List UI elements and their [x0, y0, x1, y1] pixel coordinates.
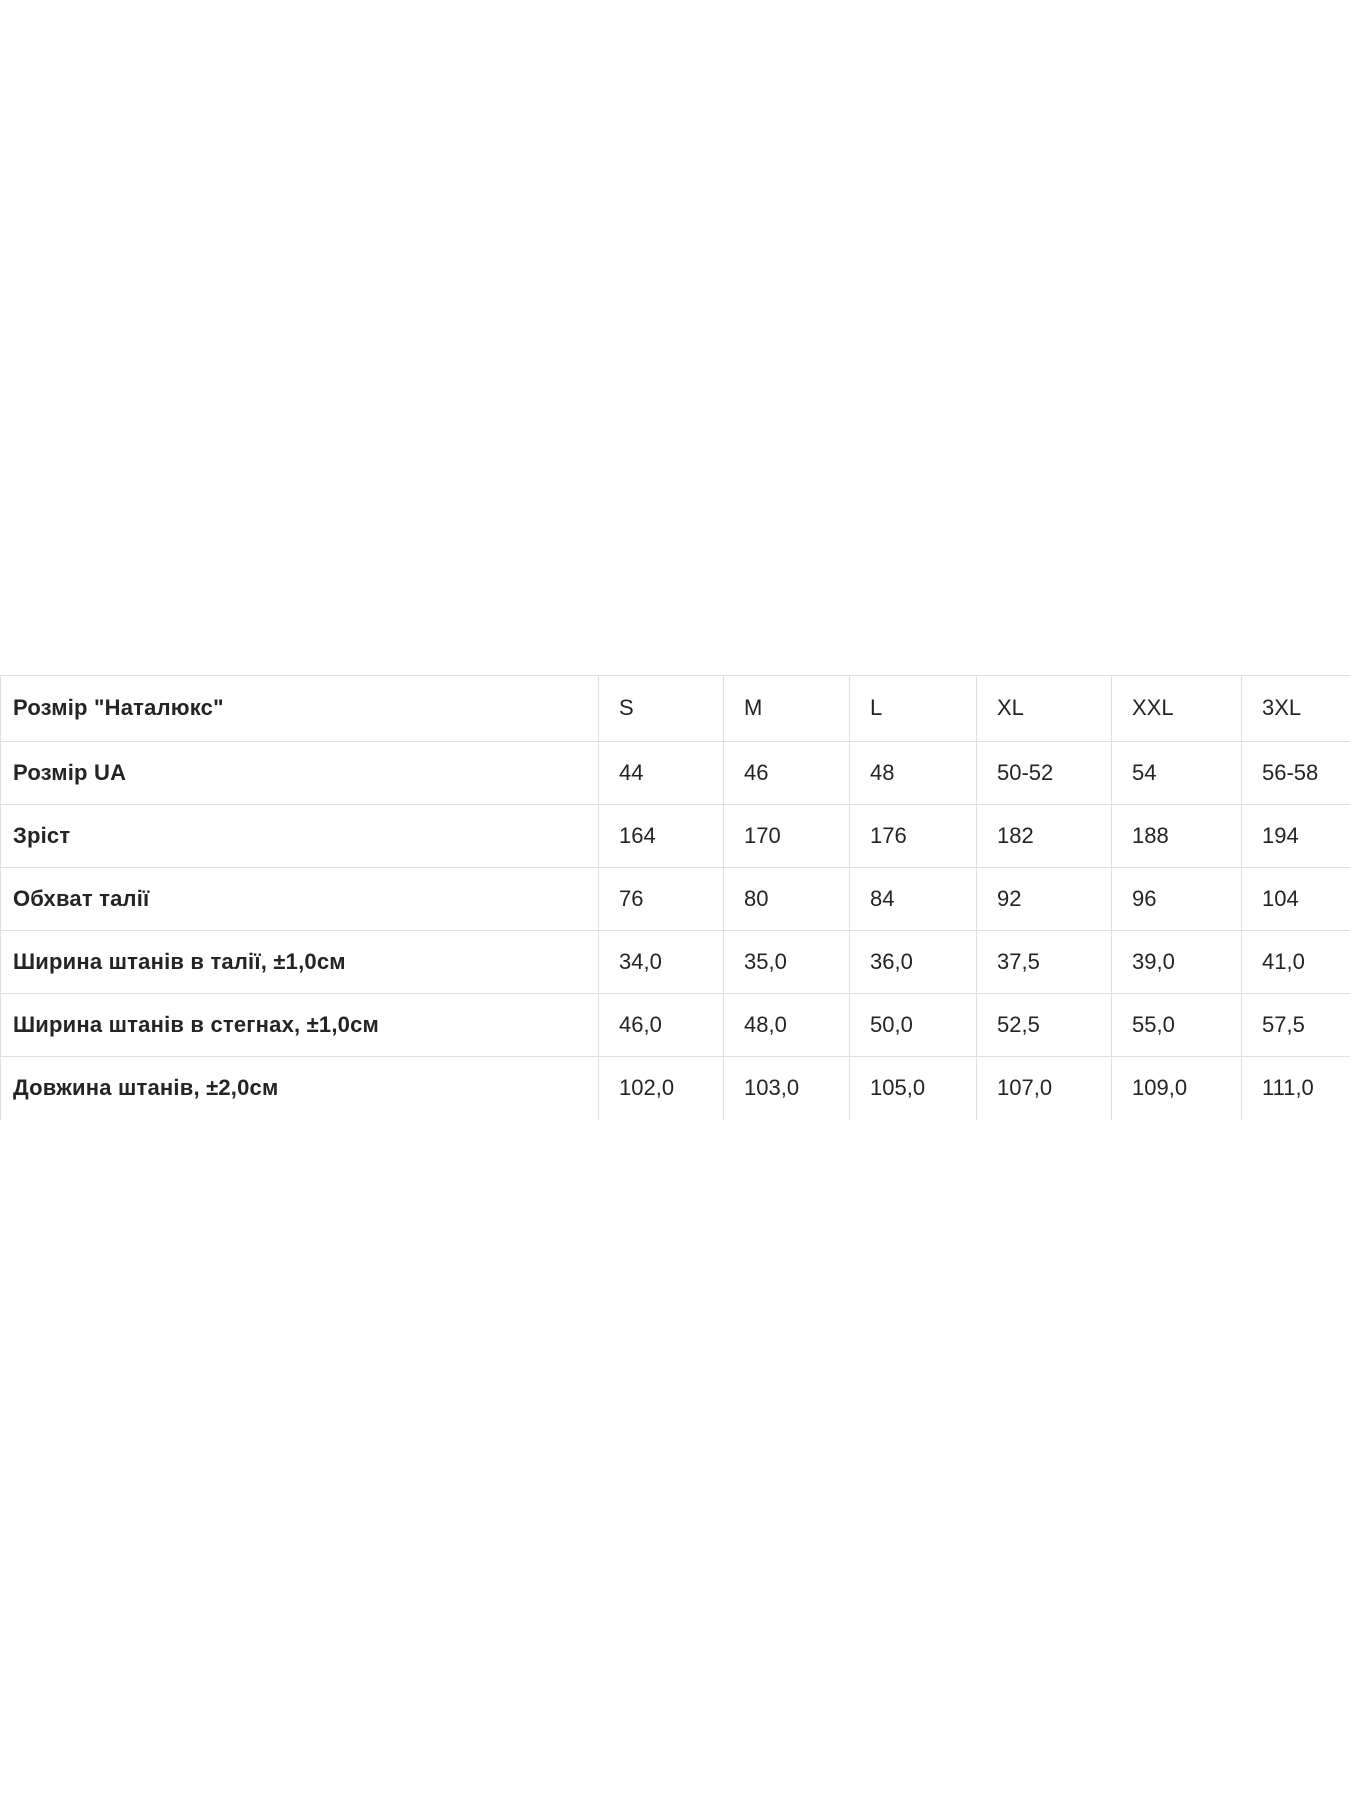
value-cell: 194: [1242, 805, 1350, 868]
value-cell: 39,0: [1112, 931, 1242, 994]
column-header-xxl: XXL: [1112, 676, 1242, 742]
value-cell: 102,0: [599, 1057, 724, 1120]
value-cell: 111,0: [1242, 1057, 1350, 1120]
value-cell: 52,5: [977, 994, 1112, 1057]
row-label: Ширина штанів в талії, ±1,0см: [1, 931, 599, 994]
value-cell: 46,0: [599, 994, 724, 1057]
value-cell: 170: [724, 805, 850, 868]
column-header-xl: XL: [977, 676, 1112, 742]
column-header-l: L: [850, 676, 977, 742]
value-cell: 92: [977, 868, 1112, 931]
column-header-m: M: [724, 676, 850, 742]
header-row: [1, 676, 1350, 742]
value-cell: 105,0: [850, 1057, 977, 1120]
value-cell: 104: [1242, 868, 1350, 931]
value-cell: 96: [1112, 868, 1242, 931]
row-pants-width-hips: [1, 994, 1350, 1057]
row-pants-width-waist: [1, 931, 1350, 994]
value-cell: 103,0: [724, 1057, 850, 1120]
value-cell: 55,0: [1112, 994, 1242, 1057]
row-waist-girth: [1, 868, 1350, 931]
value-cell: 57,5: [1242, 994, 1350, 1057]
value-cell: 109,0: [1112, 1057, 1242, 1120]
value-cell: 35,0: [724, 931, 850, 994]
value-cell: 182: [977, 805, 1112, 868]
row-height: [1, 805, 1350, 868]
row-size-ua: [1, 742, 1350, 805]
column-header-3xl: 3XL: [1242, 676, 1350, 742]
value-cell: 107,0: [977, 1057, 1112, 1120]
value-cell: 36,0: [850, 931, 977, 994]
row-label: Зріст: [1, 805, 599, 868]
value-cell: 50-52: [977, 742, 1112, 805]
value-cell: 76: [599, 868, 724, 931]
size-chart-section: [0, 675, 1350, 1120]
value-cell: 80: [724, 868, 850, 931]
column-header-s: S: [599, 676, 724, 742]
row-label: Розмір UA: [1, 742, 599, 805]
value-cell: 84: [850, 868, 977, 931]
value-cell: 48: [850, 742, 977, 805]
row-label: Довжина штанів, ±2,0см: [1, 1057, 599, 1120]
value-cell: 37,5: [977, 931, 1112, 994]
value-cell: 34,0: [599, 931, 724, 994]
value-cell: 188: [1112, 805, 1242, 868]
value-cell: 54: [1112, 742, 1242, 805]
value-cell: 46: [724, 742, 850, 805]
row-pants-length: [1, 1057, 1350, 1120]
value-cell: 176: [850, 805, 977, 868]
value-cell: 44: [599, 742, 724, 805]
corner-cell: Розмір "Наталюкс": [1, 676, 599, 742]
value-cell: 50,0: [850, 994, 977, 1057]
value-cell: 48,0: [724, 994, 850, 1057]
row-label: Ширина штанів в стегнах, ±1,0см: [1, 994, 599, 1057]
value-cell: 56-58: [1242, 742, 1350, 805]
value-cell: 41,0: [1242, 931, 1350, 994]
size-chart-table: [0, 675, 1350, 1120]
value-cell: 164: [599, 805, 724, 868]
row-label: Обхват талії: [1, 868, 599, 931]
